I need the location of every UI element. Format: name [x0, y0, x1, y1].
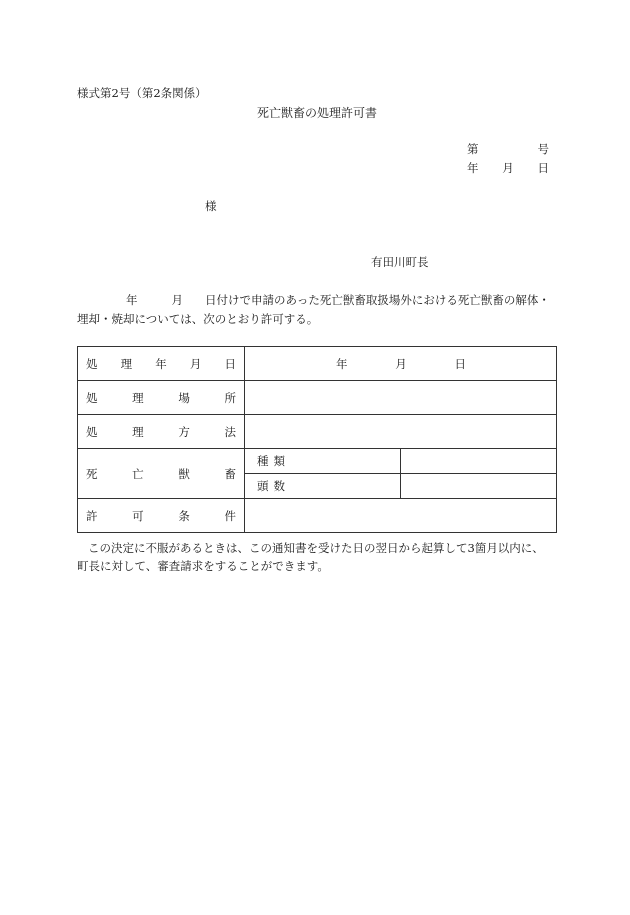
label-char: 亡	[132, 466, 144, 481]
value-processing-method[interactable]	[245, 415, 557, 449]
label-char: 所	[224, 390, 236, 405]
label-char: 処	[86, 356, 98, 371]
value-processing-date[interactable]	[245, 347, 557, 381]
label-char: 処	[86, 424, 98, 439]
label-char: 種	[257, 454, 269, 468]
body-month: 月	[171, 293, 183, 307]
date-day: 日	[537, 161, 549, 175]
value-day: 日	[454, 356, 466, 371]
body-year: 年	[126, 293, 138, 307]
label-dead-livestock	[78, 449, 245, 499]
label-livestock-count	[245, 474, 401, 499]
row-permit-conditions	[78, 499, 557, 533]
label-char: 日	[224, 356, 236, 371]
row-processing-date	[78, 347, 557, 381]
document-title: 死亡獣畜の処理許可書	[257, 106, 378, 120]
value-permit-conditions[interactable]	[245, 499, 557, 533]
label-char: 理	[132, 424, 144, 439]
issuer-name: 有田川町長	[371, 255, 429, 269]
label-permit-conditions	[78, 499, 245, 533]
document-number-line	[467, 141, 549, 157]
date-month: 月	[502, 161, 514, 175]
label-char: 法	[224, 424, 236, 439]
label-char: 場	[178, 390, 190, 405]
row-dead-livestock-type	[78, 449, 557, 474]
label-char: 獣	[178, 466, 190, 481]
body-line-1	[126, 292, 550, 308]
appeal-notice-line-2: 町長に対して、審査請求をすることができます。	[77, 559, 329, 573]
label-processing-method	[78, 415, 245, 449]
number-suffix: 号	[537, 142, 549, 156]
body-text-1: 日付けで申請のあった死亡獣畜取扱場外における死亡獣畜の解体・	[205, 293, 550, 307]
label-char: 畜	[224, 466, 236, 481]
value-processing-place[interactable]	[245, 381, 557, 415]
body-line-2: 埋却・焼却については、次のとおり許可する。	[77, 312, 319, 326]
value-month: 月	[395, 356, 407, 371]
form-number-label: 様式第2号（第2条関係）	[77, 86, 207, 100]
label-char: 処	[86, 390, 98, 405]
date-year: 年	[467, 161, 479, 175]
label-char: 方	[178, 424, 190, 439]
label-char: 数	[273, 479, 285, 493]
label-char: 年	[155, 356, 167, 371]
value-year: 年	[336, 356, 348, 371]
label-processing-place	[78, 381, 245, 415]
label-char: 理	[132, 390, 144, 405]
value-livestock-type[interactable]	[401, 449, 557, 474]
permit-table	[77, 346, 557, 533]
appeal-notice-line-1: この決定に不服があるときは、この通知書を受けた日の翌日から起算して3箇月以内に、	[88, 541, 544, 555]
label-char: 頭	[257, 479, 269, 493]
row-processing-place	[78, 381, 557, 415]
value-livestock-count[interactable]	[401, 474, 557, 499]
label-char: 類	[273, 454, 285, 468]
label-processing-date	[78, 347, 245, 381]
label-char: 死	[86, 466, 98, 481]
row-processing-method	[78, 415, 557, 449]
number-prefix: 第	[467, 142, 479, 156]
label-char: 月	[189, 356, 202, 371]
issue-date-line	[467, 160, 549, 176]
label-char: 理	[120, 356, 133, 371]
addressee-suffix: 様	[205, 199, 217, 213]
label-char: 件	[224, 508, 236, 523]
label-char: 許	[86, 508, 98, 523]
label-char: 条	[178, 508, 190, 523]
label-livestock-type	[245, 449, 401, 474]
label-char: 可	[132, 508, 144, 523]
